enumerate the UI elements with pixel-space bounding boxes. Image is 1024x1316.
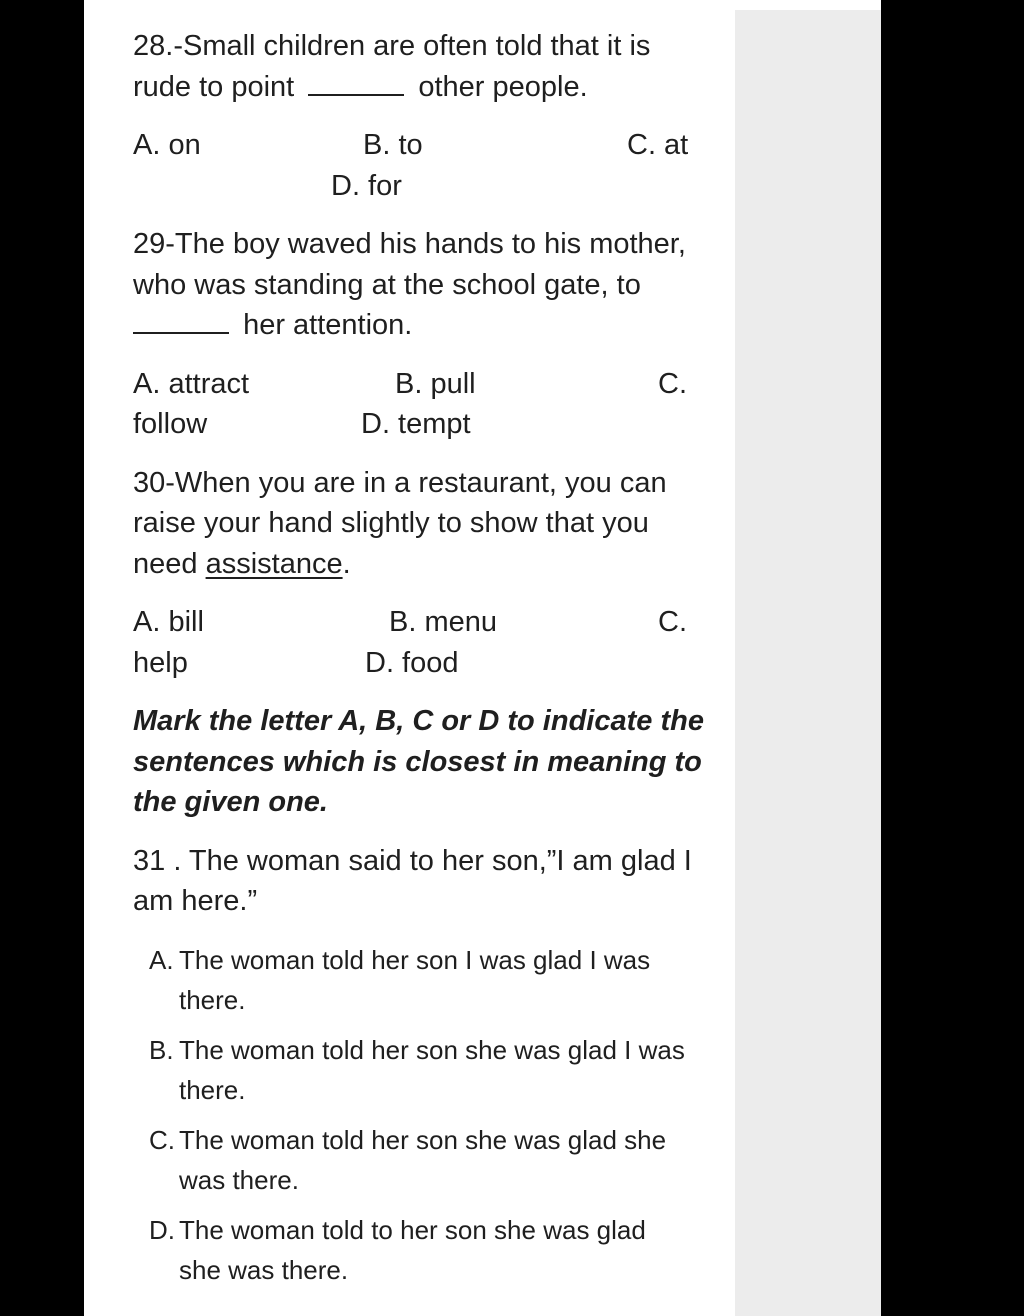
q30-line1: 30-When you are in a restaurant, you can [133,466,667,499]
q30-options [133,602,713,683]
answer-letter: D. [149,1214,175,1245]
q29-after-blank: her attention. [243,309,413,341]
q30-option-b: B. menu [389,606,497,638]
q30-line3 [133,544,713,585]
q31-answer-b [133,1030,713,1111]
q31-answer-d [133,1210,713,1291]
q29-option-d: D. tempt [361,408,471,440]
q29-option-c-continued: follow [133,408,208,440]
q28-line2 [133,67,713,108]
instruction-line1: Mark the letter A, B, C or D to indicate the [133,705,704,737]
q28-after-blank: other people. [418,70,588,103]
question-30 [133,463,713,684]
answer-text-line2: there. [179,985,246,1015]
q28-option-d: D. for [331,169,402,202]
q30-underlined-word: assistance [205,547,343,580]
answer-letter: A. [149,944,174,975]
answer-text-line1: The woman told to her son she was glad [179,1214,646,1245]
q29-options [133,364,713,445]
answer-text-line1: The woman told her son she was glad I was [179,1034,685,1065]
instruction-line3: the given one. [133,786,328,818]
q29-blank [133,310,229,334]
q30-option-c-continued: help [133,646,188,679]
q28-line1: 28.-Small children are often told that it is [133,30,651,62]
answer-text-line2: was there. [179,1165,299,1195]
q29-line2: who was standing at the school gate, to [133,268,641,301]
q30-line3-pre: need [133,547,198,580]
q29-line1: 29-The boy waved his hands to his mother, [133,228,686,260]
right-gutter [735,10,881,1316]
q28-option-b: B. to [363,129,423,161]
question-31 [133,841,713,1291]
q28-blank [308,72,404,96]
q28-option-c: C. at [627,129,689,161]
question-29 [133,224,713,445]
q29-option-a: A. attract [133,367,250,400]
answer-text-line2: she was there. [179,1255,349,1285]
q30-line2: raise your hand slightly to show that you [133,507,649,539]
instruction-line2: sentences which is closest in meaning to [133,745,702,778]
worksheet-content [133,26,713,1300]
answer-text-line1: The woman told her son she was glad she [179,1124,667,1155]
answer-text-line1: The woman told her son I was glad I was [179,944,651,975]
q31-answer-list [133,940,713,1291]
answer-text-line2: there. [179,1075,246,1105]
section-instruction [133,701,713,823]
q30-option-c: C. [658,606,687,638]
q30-option-a: A. bill [133,606,204,638]
q28-option-a: A. on [133,129,201,161]
q31-line1: 31 . The woman said to her son,”I am glad I [133,844,692,877]
answer-letter: B. [149,1034,174,1065]
q29-line3 [133,305,713,346]
q30-option-d: D. food [365,646,459,679]
q29-option-b: B. pull [395,367,476,400]
question-28 [133,26,713,206]
q31-line2: am here.” [133,885,258,917]
q28-options [133,125,713,206]
answer-letter: C. [149,1124,175,1155]
q30-line3-post: . [342,547,351,580]
q31-answer-a [133,940,713,1021]
q31-answer-c [133,1120,713,1201]
q29-option-c: C. [658,367,687,400]
q28-before-blank: rude to point [133,70,295,103]
